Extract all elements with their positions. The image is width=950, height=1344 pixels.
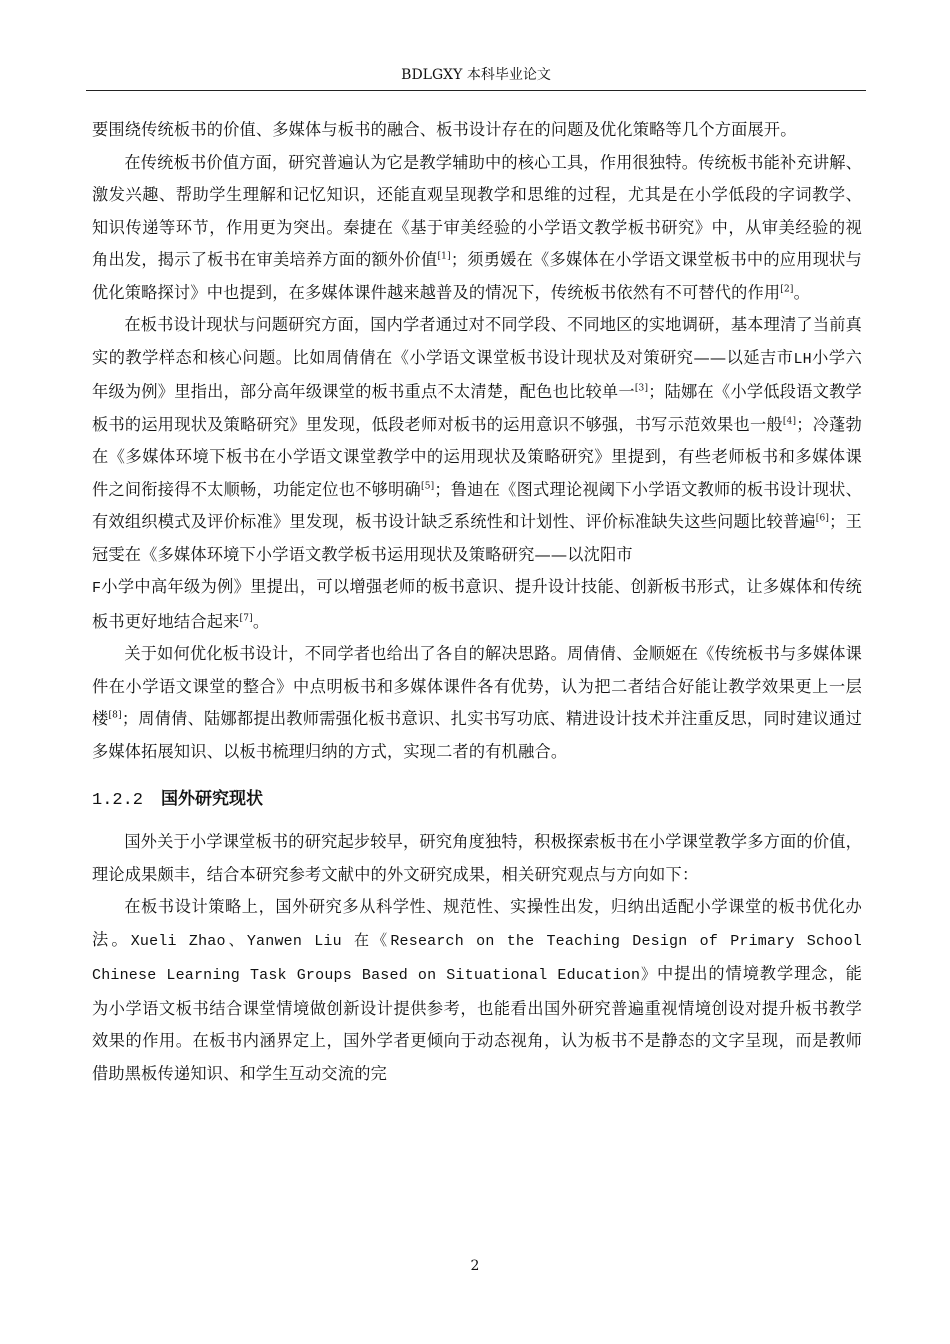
- page-number: 2: [470, 1258, 480, 1274]
- section-number: 1.2.2: [92, 791, 144, 810]
- paragraph-3-text-a2: 小学六年级为例》里指出，部分高年级课堂的板书重点不太清楚，配色也比较单一: [92, 347, 862, 401]
- paragraph-3-text-d: ；鲁迪在《图式理论视阈下小学语文教师的板书设计现状、有效组织模式及评价标准》里发现，板书设计缺乏系统性和计划性、评价标准缺失这些问题比较普遍: [92, 479, 862, 531]
- paragraph-4-text-b: ；周倩倩、陆娜都提出教师需强化板书意识、扎实书写功底、精进设计技术并注重反思，同时建议通过多媒体拓展知识、以板书梳理归纳的方式，实现二者的有机融合。: [92, 709, 862, 761]
- paragraph-1-text: 要围绕传统板书的价值、多媒体与板书的融合、板书设计存在的问题及优化策略等几个方面展开。: [92, 120, 797, 139]
- citation-8: [8]: [108, 710, 122, 721]
- paragraph-2-text-c: 。: [793, 282, 811, 302]
- header-rule: [86, 90, 866, 91]
- paragraph-6: [92, 891, 862, 1090]
- paragraph-6-english-reference: Xueli Zhao、Yanwen Liu 在《Research on the Teaching Design of Primary School Chinese Learning Task Groups Based on Situational Education》: [92, 932, 862, 984]
- citation-5: [5]: [421, 481, 435, 492]
- paragraph-5: [92, 826, 862, 891]
- paragraph-5-text: 国外关于小学课堂板书的研究起步较早，研究角度独特，积极探索板书在小学课堂教学多方面的价值，理论成果颇丰，结合本研究参考文献中的外文研究成果，相关研究观点与方向如下：: [92, 832, 862, 884]
- paragraph-2-text-a: 在传统板书价值方面，研究普遍认为它是教学辅助中的核心工具，作用很独特。传统板书能补充讲解、激发兴趣、帮助学生理解和记忆知识，还能直观呈现教学和思维的过程，尤其是在小学低段的字词教学、知识传递等环节，作用更为突出。秦捷在《基于审美经验的小学语文教学板书研究》中，从审美经验的视角出发，揭示了板书在审美培养方面的额外价值: [92, 152, 862, 269]
- paragraph-4-text-a: 关于如何优化板书设计，不同学者也给出了各自的解决思路。周倩倩、金顺姬在《传统板书与多媒体课件在小学语文课堂的整合》中点明板书和多媒体课件各有优势，认为把二者结合好能让教学效果更上一层楼: [92, 644, 862, 728]
- paragraph-3-text-e: ；王冠雯在《多媒体环境下小学语文教学板书运用现状及策略研究——以沈阳市: [92, 512, 862, 564]
- paragraph-3-school-letter: F: [92, 580, 102, 597]
- citation-3: [3]: [634, 383, 649, 394]
- section-heading: [92, 784, 862, 816]
- citation-7: [7]: [239, 613, 253, 624]
- paragraph-2: [92, 147, 862, 310]
- body-text: [92, 114, 862, 1090]
- paragraph-6-text-a: 在板书设计策略上，国外研究多从科学性、规范性、实操性出发，归纳出适配小学课堂的板书优化办法。: [92, 897, 862, 949]
- paragraph-1: [92, 114, 862, 147]
- paragraph-3-text-g: 。: [252, 611, 270, 631]
- page-header: BDLGXY 本科毕业论文: [401, 67, 551, 83]
- paragraph-3: [92, 309, 862, 638]
- paragraph-6-text-b: 中提出的情境教学理念，能为小学语文板书结合课堂情境做创新设计提供参考，也能看出国外研究普遍重视情境创设对提升板书教学效果的作用。在板书内涵界定上，国外学者更倾向于动态视角，认为板书不是静态的文字呈现，而是教师借助黑板传递知识、和学生互动交流的完: [92, 964, 862, 1083]
- citation-6: [6]: [815, 513, 830, 524]
- citation-1: [1]: [437, 251, 451, 262]
- citation-2: [2]: [780, 284, 794, 295]
- paragraph-3-text-e2: 小学中高年级为例》里提出，可以增强老师的板书意识、提升设计技能、创新板书形式，让多媒体和传统板书更好地结合起来: [92, 577, 862, 631]
- paragraph-3-text-c: ；冷蓬勃在《多媒体环境下板书在小学语文课堂教学中的运用现状及策略研究》里提到，有些老师板书和多媒体课件之间衔接得不太顺畅，功能定位也不够明确: [92, 414, 862, 499]
- paragraph-3-text-b: ；陆娜在《小学低段语文教学板书的运用现状及策略研究》里发现，低段老师对板书的运用意识不够强，书写示范效果也一般: [92, 382, 862, 434]
- section-title: 国外研究现状: [161, 789, 264, 809]
- paragraph-3-school-code: LH: [793, 350, 812, 368]
- paragraph-4: [92, 638, 862, 768]
- paragraph-3-text-a: 在板书设计现状与问题研究方面，国内学者通过对不同学段、不同地区的实地调研，基本理清了当前真实的教学样态和核心问题。比如周倩倩在《小学语文课堂板书设计现状及对策研究——以延吉市: [92, 315, 862, 367]
- paragraph-2-text-b: ；须勇媛在《多媒体在小学语文课堂板书中的应用现状与优化策略探讨》中也提到，在多媒体课件越来越普及的情况下，传统板书依然有不可替代的作用: [92, 250, 862, 302]
- citation-4: [4]: [782, 416, 797, 427]
